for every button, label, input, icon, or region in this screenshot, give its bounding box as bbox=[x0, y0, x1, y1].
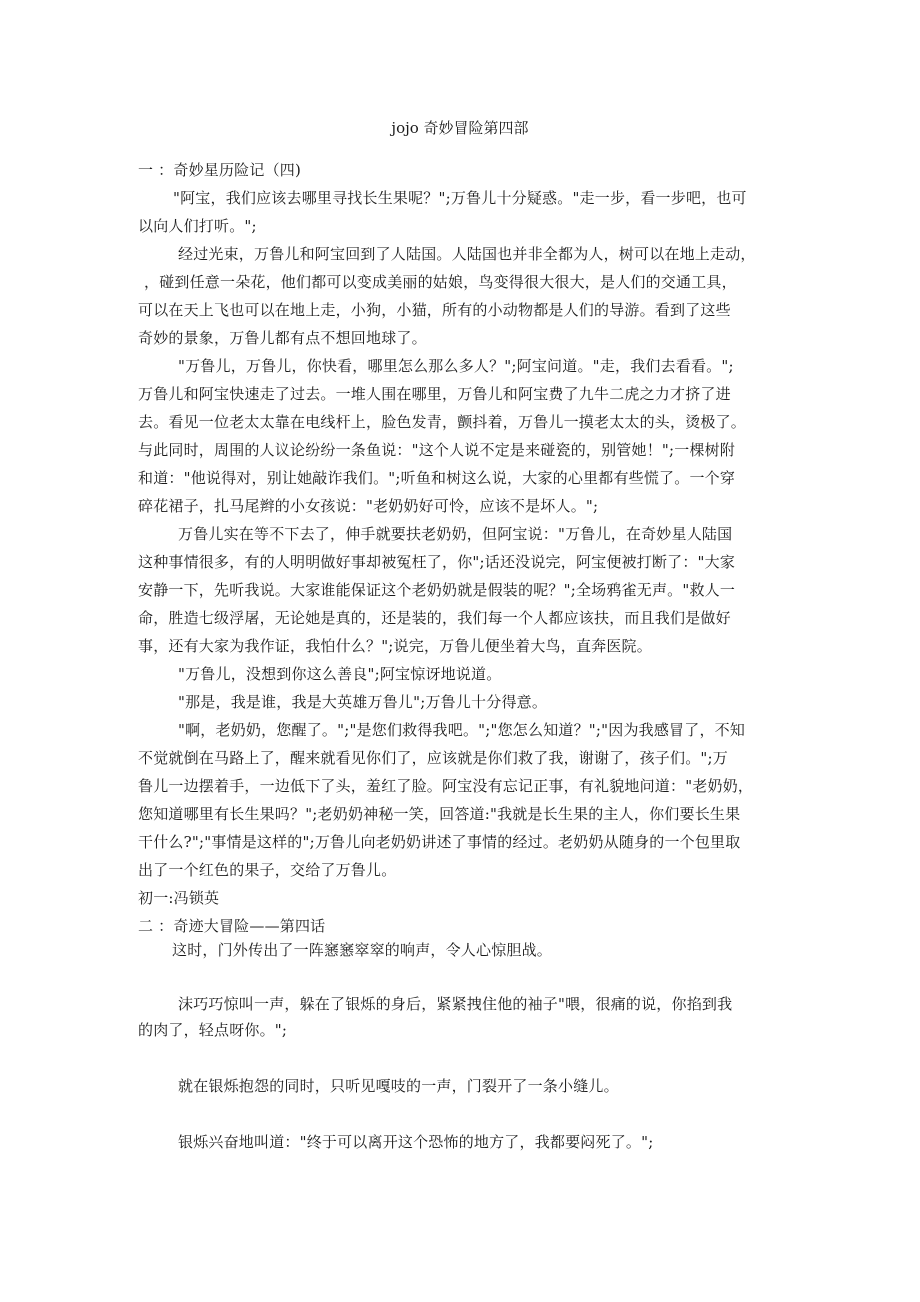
section-heading-2: 二 ：奇迹大冒险——第四话 bbox=[138, 917, 326, 935]
text-line: 和道："他说得对，别让她敲诈我们。";听鱼和树这么说，大家的心里都有些慌了。一个穿 bbox=[138, 469, 736, 487]
document-title: jojo 奇妙冒险第四部 bbox=[391, 119, 529, 137]
text-line: "啊，老奶奶，您醒了。";"是您们救得我吧。";"您怎么知道？";"因为我感冒了，不知 bbox=[178, 721, 746, 739]
text-line: 事，还有大家为我作证，我怕什么？";说完，万鲁儿便坐着大鸟，直奔医院。 bbox=[138, 637, 652, 655]
text-line: 就在银烁抱怨的同时，只听见嘎吱的一声，门裂开了一条小缝儿。 bbox=[178, 1077, 619, 1095]
text-line: 鲁儿一边摆着手，一边低下了头，羞红了脸。阿宝没有忘记正事，有礼貌地问道："老奶奶， bbox=[138, 777, 754, 795]
text-line: 的肉了，轻点呀你。"; bbox=[138, 1021, 288, 1039]
text-line: 不觉就倒在马路上了，醒来就看见你们了，应该就是你们救了我，谢谢了，孩子们。";万 bbox=[138, 749, 728, 767]
text-line: "阿宝，我们应该去哪里寻找长生果呢？";万鲁儿十分疑惑。"走一步，看一步吧，也可 bbox=[173, 189, 747, 207]
text-line: 以向人们打听。"; bbox=[138, 217, 257, 235]
text-line: 碎花裙子，扎马尾辫的小女孩说："老奶奶好可怜，应该不是坏人。"; bbox=[138, 497, 599, 515]
text-line: 出了一个红色的果子，交给了万鲁儿。 bbox=[138, 861, 397, 879]
text-line: "那是，我是谁，我是大英雄万鲁儿";万鲁儿十分得意。 bbox=[178, 693, 548, 711]
text-line: 干什么?";"事情是这样的";万鲁儿向老奶奶讲述了事情的经过。老奶奶从随身的一个包里取 bbox=[138, 833, 741, 851]
section-heading-1: 一 ：奇妙星历险记（四) bbox=[138, 161, 302, 179]
text-line: ，碰到任意一朵花，他们都可以变成美丽的姑娘，鸟变得很大很大，是人们的交通工具， bbox=[144, 273, 737, 291]
text-line: 这时，门外传出了一阵窸窸窣窣的响声，令人心惊胆战。 bbox=[172, 941, 553, 959]
text-line: 这种事情很多，有的人明明做好事却被冤枉了，你";话还没说完，阿宝便被打断了："大家 bbox=[138, 553, 736, 571]
text-line: 奇妙的景象，万鲁儿都有点不想回地球了。 bbox=[138, 329, 427, 347]
text-line: 去。看见一位老太太靠在电线杆上，脸色发青，颤抖着，万鲁儿一摸老太太的头，烫极了。 bbox=[138, 413, 747, 431]
text-line: 命，胜造七级浮屠，无论她是真的，还是装的，我们每一个人都应该扶，而且我们是做好 bbox=[138, 609, 731, 627]
text-line: 您知道哪里有长生果吗？";老奶奶神秘一笑，回答道:"我就是长生果的主人，你们要长生果 bbox=[138, 805, 741, 823]
text-line: "万鲁儿，万鲁儿，你快看，哪里怎么那么多人？";阿宝问道。"走，我们去看看。"; bbox=[178, 357, 734, 375]
author-line: 初一:冯锁英 bbox=[138, 889, 220, 907]
text-line: 经过光束，万鲁儿和阿宝回到了人陆国。人陆国也并非全都为人，树可以在地上走动， bbox=[178, 245, 756, 263]
text-line: 沫巧巧惊叫一声，躲在了银烁的身后，紧紧拽住他的袖子"喂，很痛的说，你掐到我 bbox=[178, 995, 733, 1013]
text-line: 与此同时，周围的人议论纷纷一条鱼说："这个人说不定是来碰瓷的，别管她！";一棵树附 bbox=[138, 441, 736, 459]
text-line: 可以在天上飞也可以在地上走，小狗，小猫，所有的小动物都是人们的导游。看到了这些 bbox=[138, 301, 731, 319]
text-line: 万鲁儿和阿宝快速走了过去。一堆人围在哪里，万鲁儿和阿宝费了九牛二虎之力才挤了进 bbox=[138, 385, 731, 403]
text-line: "万鲁儿，没想到你这么善良";阿宝惊讶地说道。 bbox=[178, 665, 502, 683]
text-line: 安静一下，先听我说。大家谁能保证这个老奶奶就是假装的呢？";全场鸦雀无声。"救人一 bbox=[138, 581, 736, 599]
text-line: 银烁兴奋地叫道："终于可以离开这个恐怖的地方了，我都要闷死了。"; bbox=[178, 1133, 654, 1151]
text-line: 万鲁儿实在等不下去了，伸手就要扶老奶奶，但阿宝说："万鲁儿，在奇妙星人陆国 bbox=[178, 525, 733, 543]
